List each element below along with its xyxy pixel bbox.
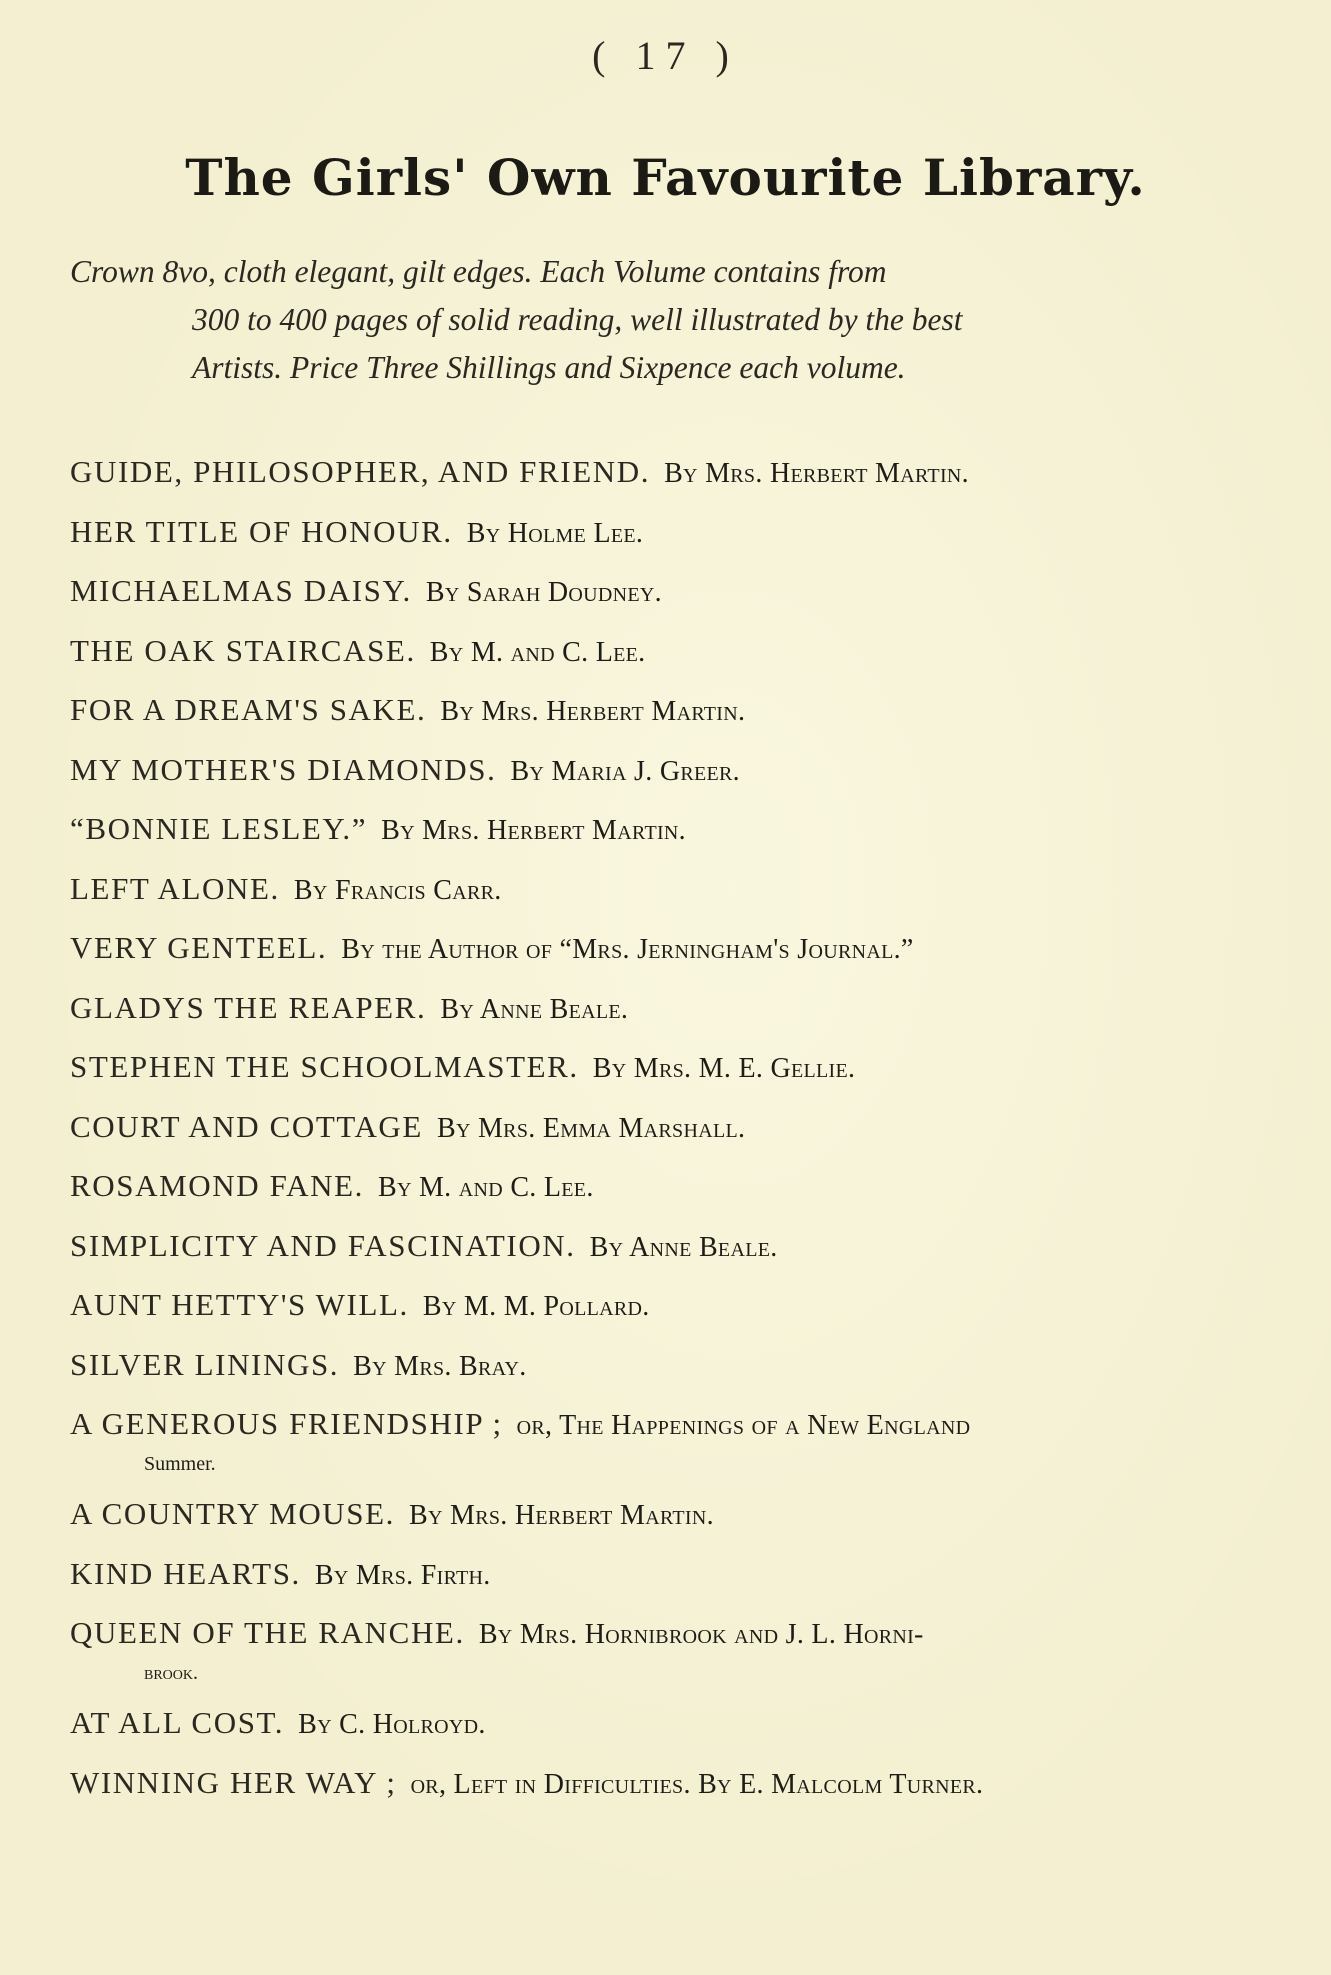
book-entry [70,1757,1220,1817]
book-entry [70,803,1220,863]
book-entry [70,744,1220,804]
book-entry-line [70,744,1220,802]
book-entry [70,1160,1220,1220]
book-entry [70,1339,1220,1399]
book-entry [70,1398,1220,1488]
book-entry-line [70,1757,1220,1815]
book-title: SIMPLICITY AND FASCINATION. [70,1227,576,1263]
book-entry-line [70,803,1220,861]
book-title: AUNT HETTY'S WILL. [70,1287,409,1322]
book-byline: By Mrs. Hornibrook and J. L. Horni- [478,1619,924,1650]
book-entry-line [70,863,1220,921]
description-line: 300 to 400 pages of solid reading, well illustrated by the best [192,302,963,337]
book-byline: By Mrs. Herbert Martin. [664,458,969,489]
book-entry [70,1548,1220,1608]
description-line: Crown 8vo, cloth elegant, gilt edges. Each Volume contains from [70,254,887,289]
book-title: HER TITLE OF HONOUR. [70,513,453,549]
book-entry-line [70,684,1220,742]
book-entry-line [70,982,1220,1040]
book-byline: or, The Happenings of a New England [516,1410,971,1441]
book-entry-line [70,1548,1220,1606]
book-title: COURT AND COTTAGE [70,1108,423,1144]
book-byline: By Mrs. M. E. Gellie. [592,1053,856,1084]
book-title: FOR A DREAM'S SAKE. [70,692,427,727]
book-title: STEPHEN THE SCHOOLMASTER. [70,1049,579,1084]
book-title: SILVER LININGS. [70,1346,340,1382]
book-byline: By the Author of “Mrs. Jerningham's Journal.” [341,934,914,965]
book-entry [70,922,1220,982]
book-entry-line [70,1697,1220,1755]
book-entry-line [70,1488,1220,1546]
book-entry-line [70,625,1220,683]
book-title: GUIDE, PHILOSOPHER, AND FRIEND. [70,454,651,489]
book-entry [70,1041,1220,1101]
book-title: MICHAELMAS DAISY. [70,573,412,608]
series-description [70,248,1210,392]
book-byline: By Anne Beale. [589,1231,778,1263]
book-entry [70,684,1220,744]
book-entry [70,982,1220,1042]
book-byline-continuation: brook. [144,1662,199,1684]
book-title: GLADYS THE REAPER. [70,989,427,1025]
book-entry [70,863,1220,923]
book-byline: By Anne Beale. [440,993,629,1025]
book-title: WINNING HER WAY ; [70,1764,397,1800]
book-title: AT ALL COST. [70,1705,285,1740]
book-title: QUEEN OF THE RANCHE. [70,1615,465,1650]
book-byline: By M. and C. Lee. [429,636,646,668]
book-entry-line [70,446,1220,504]
book-title: A COUNTRY MOUSE. [70,1496,396,1531]
book-title: KIND HEARTS. [70,1555,301,1591]
book-entry [70,1279,1220,1339]
book-byline: By C. Holroyd. [298,1709,486,1740]
book-title: “BONNIE LESLEY.” [70,811,368,846]
book-byline: By Mrs. Herbert Martin. [440,696,746,727]
book-byline: By Mrs. Herbert Martin. [381,815,686,846]
book-title: A GENEROUS FRIENDSHIP ; [70,1406,503,1441]
book-entry-line [70,922,1220,980]
book-byline-continuation: Summer. [144,1453,216,1475]
book-byline: By M. and C. Lee. [377,1172,594,1203]
book-entry-line [70,1398,1220,1456]
page-number: ( 17 ) [592,33,739,78]
book-byline: By Mrs. Herbert Martin. [409,1500,714,1531]
book-entry [70,625,1220,685]
book-entry [70,1607,1220,1697]
book-byline: By Mrs. Bray. [353,1350,527,1382]
book-entry-line [70,565,1220,623]
book-title: THE OAK STAIRCASE. [70,632,416,668]
book-title: VERY GENTEEL. [70,930,328,965]
book-byline: By Mrs. Firth. [314,1559,491,1591]
book-title: ROSAMOND FANE. [70,1168,364,1203]
book-entry [70,506,1220,566]
book-entry [70,1101,1220,1161]
book-entry [70,565,1220,625]
book-entry-line [70,1279,1220,1337]
book-entry [70,1488,1220,1548]
book-list [70,446,1220,1816]
book-byline: or, Left in Difficulties. By E. Malcolm Turner. [410,1768,984,1800]
book-title: LEFT ALONE. [70,870,280,906]
description-line: Artists. Price Three Shillings and Sixpence each volume. [192,350,906,385]
book-entry [70,446,1220,506]
book-entry-line [70,1041,1220,1099]
book-title: MY MOTHER'S DIAMONDS. [70,751,497,787]
book-byline: By Maria J. Greer. [510,755,740,787]
book-entry [70,1697,1220,1757]
book-entry-line [70,506,1220,564]
book-entry-line [70,1101,1220,1159]
book-entry [70,1220,1220,1280]
book-byline: By Sarah Doudney. [425,577,662,608]
book-byline: By Holme Lee. [466,517,644,549]
book-entry-line [70,1160,1220,1218]
book-entry-line [70,1607,1220,1665]
book-byline: By Francis Carr. [293,874,502,906]
book-entry-line [70,1220,1220,1278]
book-byline: By Mrs. Emma Marshall. [436,1112,746,1144]
page-title: The Girls' Own Favourite Library. [185,148,1146,207]
book-entry-line [70,1339,1220,1397]
book-byline: By M. M. Pollard. [422,1291,650,1322]
